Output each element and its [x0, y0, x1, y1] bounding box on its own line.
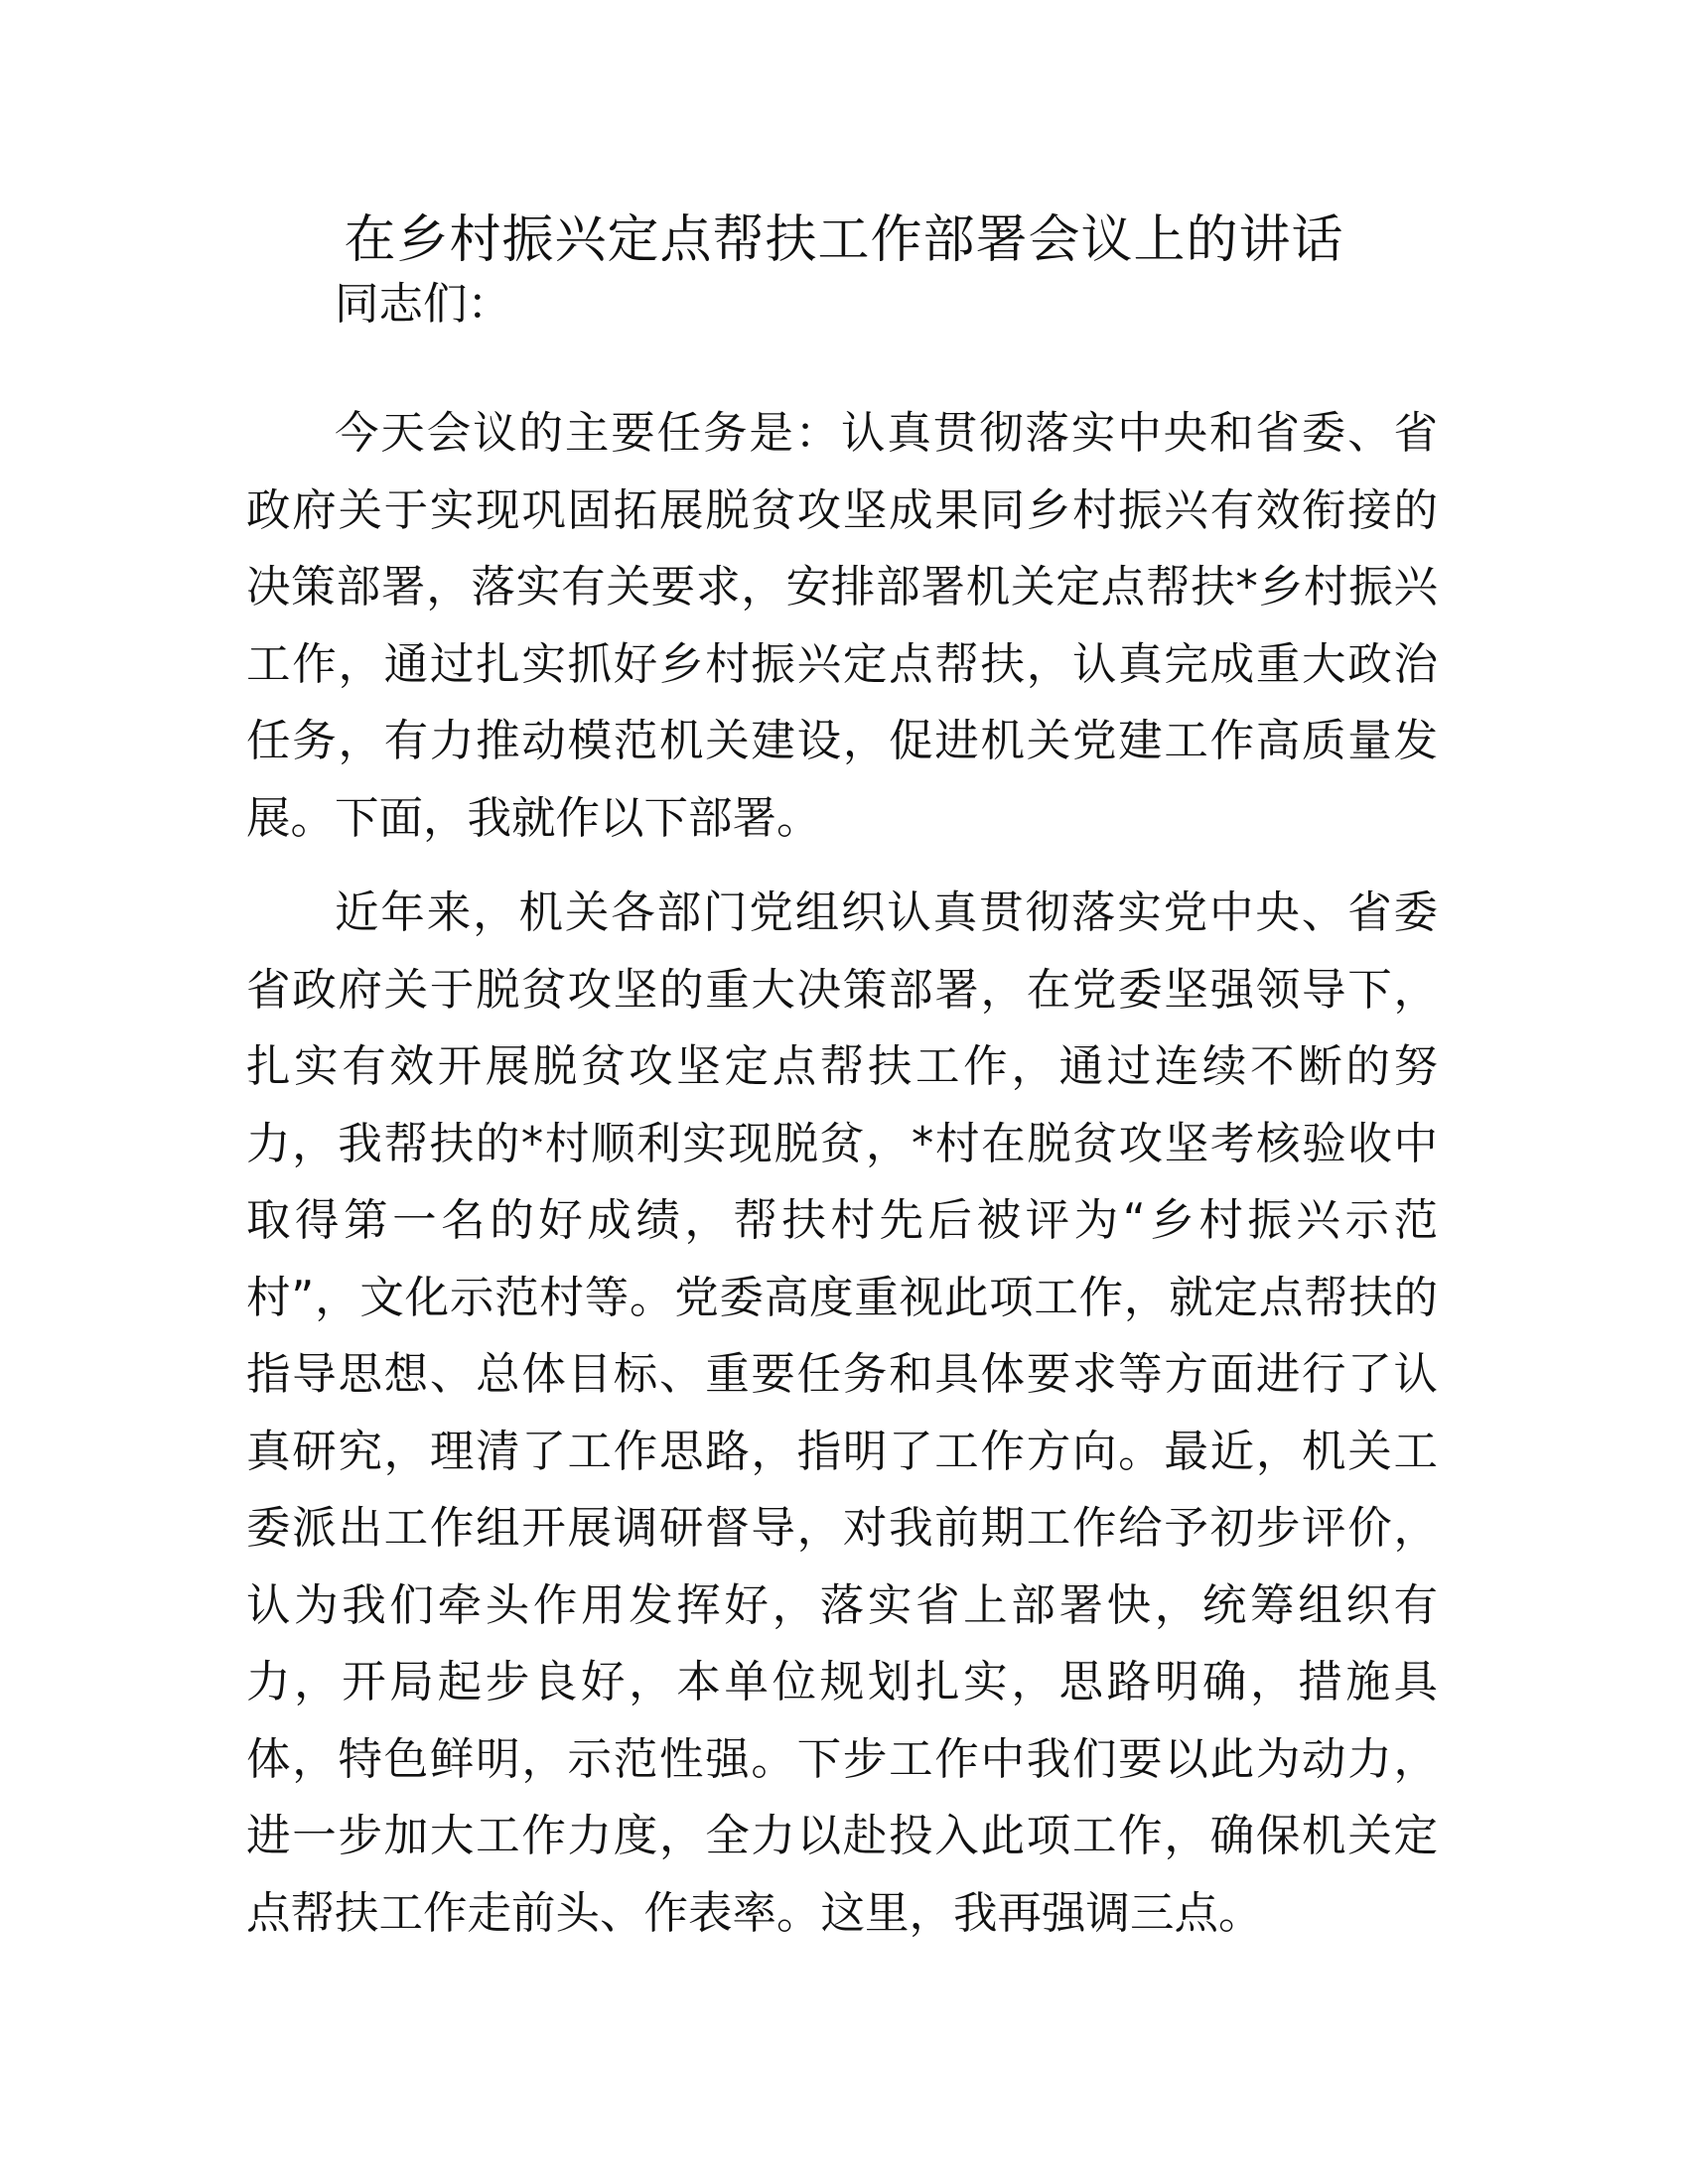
salutation: 同志们：: [335, 279, 512, 330]
paragraph-block-1: [246, 395, 1438, 857]
document-title: 在乡村振兴定点帮扶工作部署会议上的讲话: [344, 210, 1344, 270]
salutation-block: [246, 266, 1438, 343]
paragraph-block-2: [246, 875, 1438, 1952]
paragraph-2: 近年来，机关各部门党组织认真贯彻落实党中央、省委省政府关于脱贫攻坚的重大决策部署，在党委坚强领导下，扎实有效开展脱贫攻坚定点帮扶工作，通过连续不断的努力，我帮扶的*村顺利实现脱贫，*村在脱贫攻坚考核验收中取得第一名的好成绩，帮扶村先后被评为“乡村振兴示范村”，文化示范村等。党委高度重视此项工作，就定点帮扶的指导思想、总体目标、重要任务和具体要求等方面进行了认真研究，理清了工作思路，指明了工作方向。最近，机关工委派出工作组开展调研督导，对我前期工作给予初步评价，认为我们牵头作用发挥好，落实省上部署快，统筹组织有力，开局起步良好，本单位规划扎实，思路明确，措施具体，特色鲜明，示范性强。下步工作中我们要以此为动力，进一步加大工作力度，全力以赴投入此项工作，确保机关定点帮扶工作走前头、作表率。这里，我再强调三点。: [246, 887, 1438, 1939]
paragraph-1: 今天会议的主要任务是：认真贯彻落实中央和省委、省政府关于实现巩固拓展脱贫攻坚成果同乡村振兴有效衔接的决策部署，落实有关要求，安排部署机关定点帮扶*乡村振兴工作，通过扎实抓好乡村振兴定点帮扶，认真完成重大政治任务，有力推动模范机关建设，促进机关党建工作高质量发展。下面，我就作以下部署。: [246, 408, 1438, 844]
